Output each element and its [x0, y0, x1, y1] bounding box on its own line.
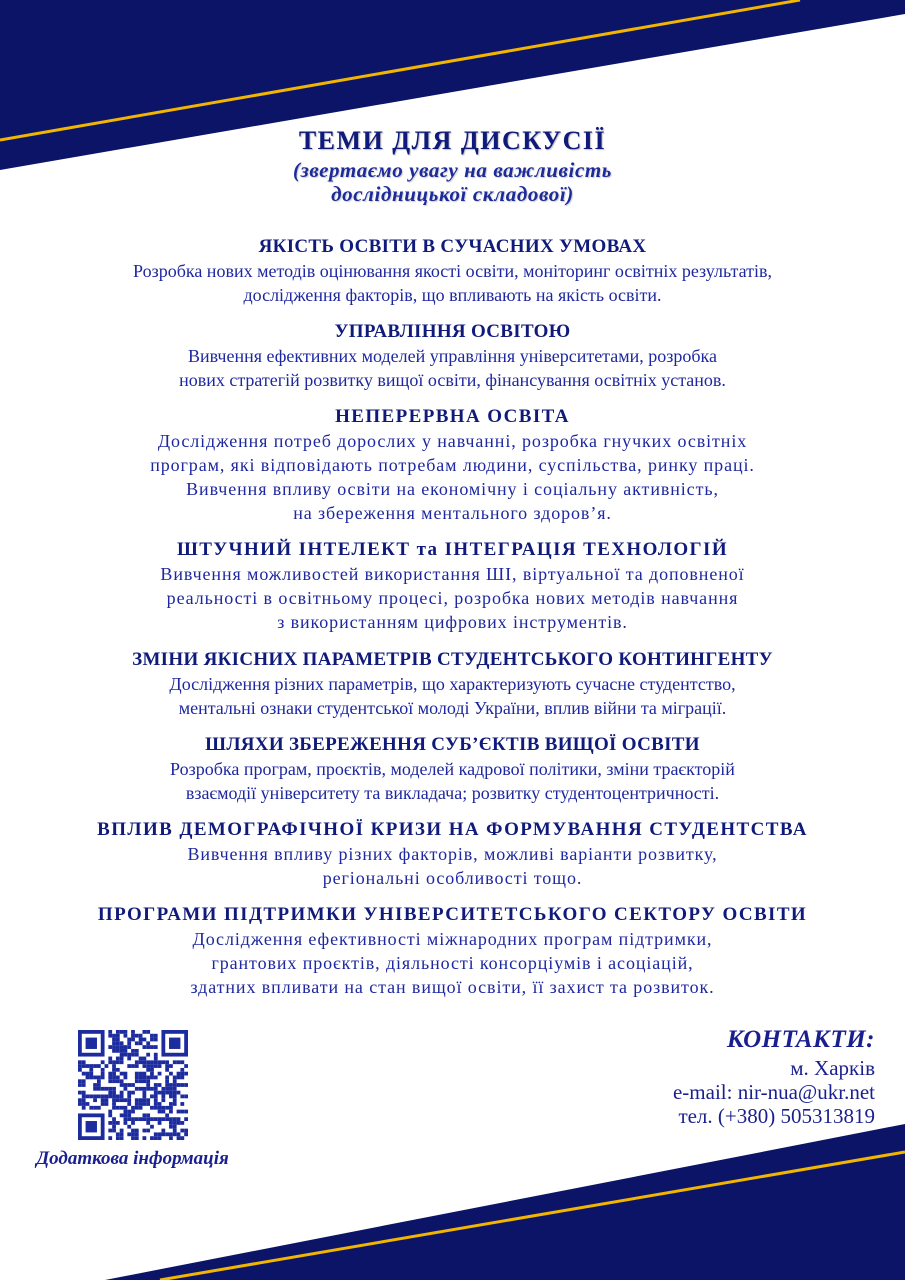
topic-text-line: Дослідження потреб дорослих у навчанні, розробка гнучких освітніх: [157, 431, 748, 451]
contact-email[interactable]: e-mail: nir-nua@ukr.net: [672, 1080, 875, 1104]
subtitle-line: дослідницької складової): [331, 182, 574, 206]
topic-continuous-education: [0, 405, 905, 525]
topic-heading: ПРОГРАМИ ПІДТРИМКИ УНІВЕРСИТЕТСЬКОГО СЕКТОРУ ОСВІТИ: [97, 904, 808, 925]
topic-text-line: Вивчення впливу різних факторів, можливі варіанти розвитку,: [187, 844, 718, 864]
topic-text-line: Розробка нових методів оцінювання якості освіти, моніторинг освітніх результатів,: [133, 261, 772, 281]
topic-text-line: Вивчення можливостей використання ШІ, віртуальної та доповненої: [160, 564, 745, 584]
topic-text-line: Вивчення ефективних моделей управління університетами, розробка: [187, 346, 718, 366]
topic-heading: УПРАВЛІННЯ ОСВІТОЮ: [334, 321, 571, 342]
qr-code-icon[interactable]: [78, 1030, 188, 1140]
topic-student-contingent: [0, 648, 905, 720]
topic-heading: НЕПЕРЕРВНА ОСВІТА: [335, 406, 570, 427]
contact-phone[interactable]: тел. (+380) 505313819: [678, 1104, 875, 1128]
contact-city: м. Харків: [790, 1056, 875, 1080]
page-subtitle: [0, 158, 905, 206]
page-title: ТЕМИ ДЛЯ ДИСКУСІЇ: [298, 126, 607, 155]
contacts-block: [673, 1024, 875, 1128]
topic-text-line: Дослідження різних параметрів, що характеризують сучасне студентство,: [169, 674, 736, 694]
topic-text-line: нових стратегій розвитку вищої освіти, фінансування освітніх установ.: [179, 370, 726, 390]
topic-text-line: на збереження ментального здоров’я.: [293, 503, 612, 523]
topic-text-line: грантових проєктів, діяльності консорціумів і асоціацій,: [211, 953, 694, 973]
topic-ai-technologies: [0, 538, 905, 634]
topic-higher-education-subjects: [0, 733, 905, 805]
topic-education-management: [0, 320, 905, 392]
topic-text-line: Вивчення впливу освіти на економічну і соціальну активність,: [186, 479, 719, 499]
topic-text-line: Дослідження ефективності міжнародних програм підтримки,: [192, 929, 713, 949]
topic-text-line: регіональні особливості тощо.: [322, 868, 583, 888]
topic-heading: ЗМІНИ ЯКІСНИХ ПАРАМЕТРІВ СТУДЕНТСЬКОГО КОНТИНГЕНТУ: [132, 649, 773, 670]
topic-text-line: програм, які відповідають потребам людини, суспільства, ринку праці.: [150, 455, 755, 475]
topic-education-quality: [0, 235, 905, 307]
contacts-heading: КОНТАКТИ:: [726, 1026, 875, 1053]
topic-text-line: реальності в освітньому процесі, розробка нових методів навчання: [166, 588, 739, 608]
topic-text-line: ментальні ознаки студентської молоді України, вплив війни та міграції.: [178, 698, 727, 718]
topic-text-line: дослідження факторів, що впливають на якість освіти.: [243, 285, 662, 305]
topic-text-line: здатних впливати на стан вищої освіти, її захист та розвиток.: [190, 977, 715, 997]
qr-caption: Додаткова інформація: [36, 1148, 229, 1169]
topic-heading: ШЛЯХИ ЗБЕРЕЖЕННЯ СУБ’ЄКТІВ ВИЩОЇ ОСВІТИ: [205, 734, 700, 755]
topic-text-line: з використанням цифрових інструментів.: [277, 612, 628, 632]
topic-text-line: Розробка програм, проєктів, моделей кадрової політики, зміни траєкторій: [170, 759, 735, 779]
topic-heading: ВПЛИВ ДЕМОГРАФІЧНОЇ КРИЗИ НА ФОРМУВАННЯ СТУДЕНТСТВА: [97, 819, 808, 840]
topic-demographic-crisis: [0, 818, 905, 890]
topic-heading: ШТУЧНИЙ ІНТЕЛЕКТ та ІНТЕГРАЦІЯ ТЕХНОЛОГІЙ: [176, 539, 729, 560]
subtitle-line: (звертаємо увагу на важливість: [293, 158, 612, 182]
topic-text-line: взаємодії університету та викладача; розвитку студентоцентричності.: [185, 783, 720, 803]
topic-support-programs: [0, 903, 905, 999]
topic-heading: ЯКІСТЬ ОСВІТИ В СУЧАСНИХ УМОВАХ: [258, 236, 647, 257]
